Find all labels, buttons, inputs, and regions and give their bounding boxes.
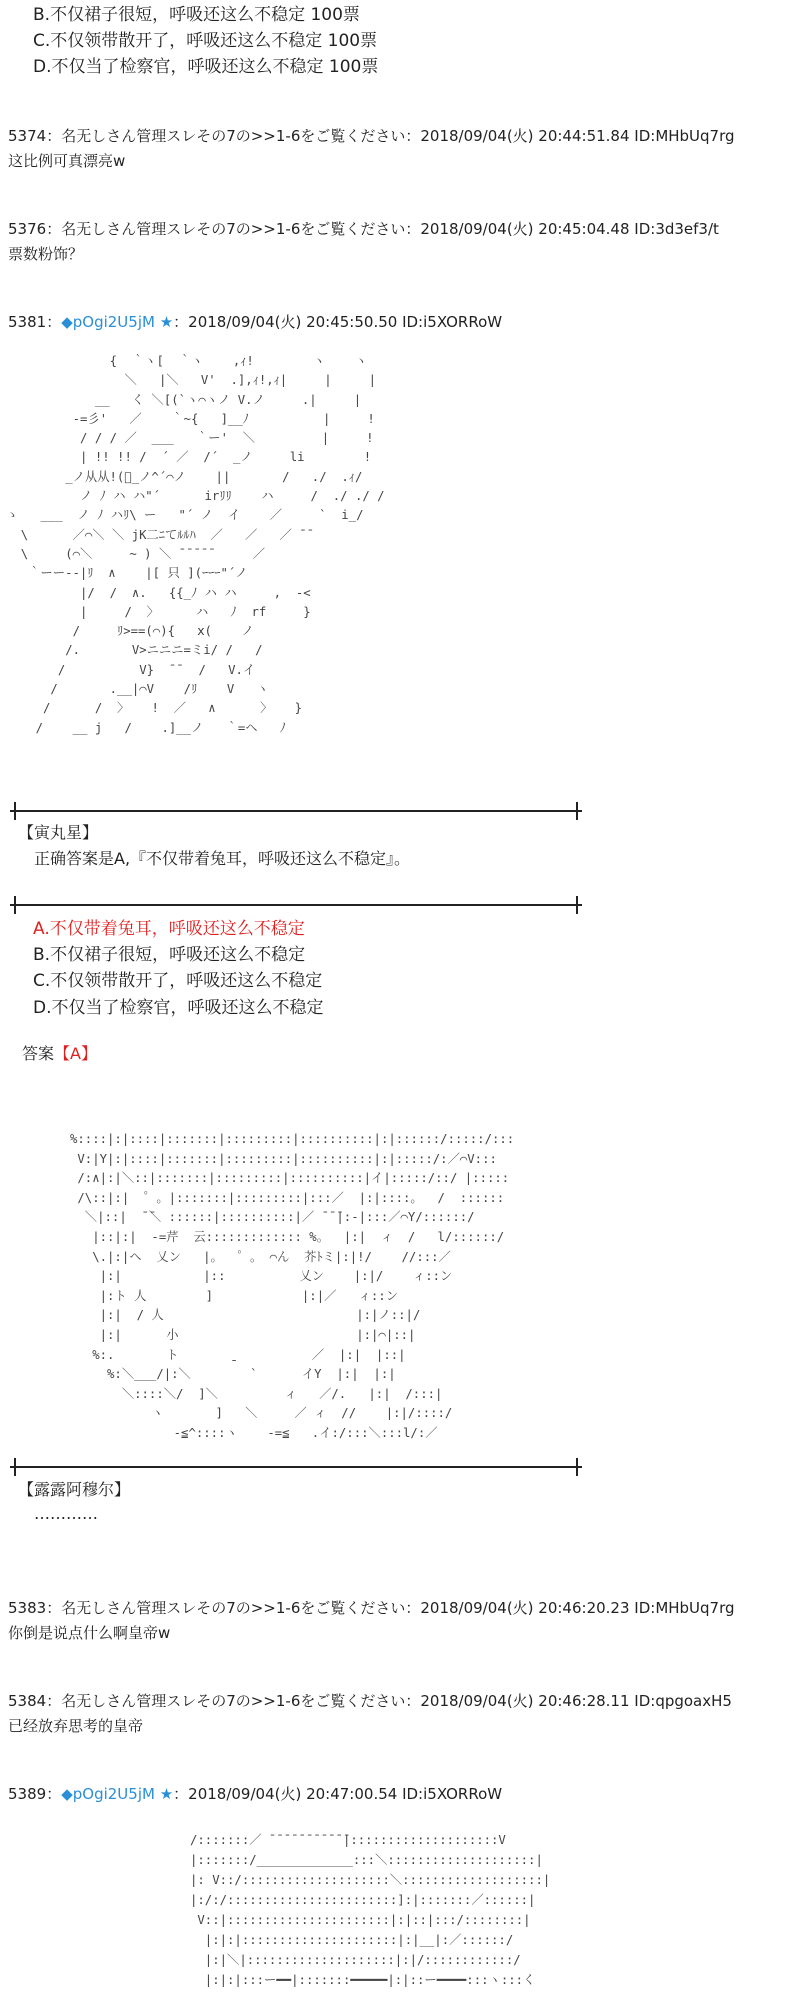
- ascii-art-line: ゝ ___ ノ ﾉ ハﾘ\ ー "´ ノ イ ／ ` i_/: [6, 508, 364, 523]
- separator: ：: [46, 313, 62, 331]
- divider: [10, 1466, 582, 1468]
- option-a: A.不仅带着兔耳，呼吸还这么不稳定: [33, 919, 305, 939]
- ascii-art-line: /. V>ニニニ=ミi/ / /: [6, 643, 263, 658]
- ascii-art-line: /:∧|:|＼::|:::::::|:::::::::|::::::::::|イ|:::::/::/ |:::::: [70, 1171, 510, 1186]
- ascii-art-line: |: V::/::::::::::::::::::::＼:::::::::::::::::::|: [190, 1873, 551, 1887]
- ascii-art-line: /\::|:| ゜。|:::::::|:::::::::|:::／ |:|::::。 / ::::::: [70, 1190, 505, 1205]
- ascii-art-line: |:|:|:::::::::::::::::::::|:|__|:／::::::/: [190, 1933, 514, 1947]
- post-meta: ：名无しさん管理スレその7の>>1-6をご覧ください：2018/09/04(火) 20:44:51.84 ID:MHbUq7rg: [46, 127, 735, 145]
- post-meta: ：名无しさん管理スレその7の>>1-6をご覧ください：2018/09/04(火) 20:45:04.48 ID:3d3ef3/t: [46, 220, 719, 238]
- post-body: 票数粉饰？: [8, 245, 84, 263]
- ascii-art-line: / V} ̄ ̄ / V.イ: [6, 662, 256, 677]
- post-meta: ：名无しさん管理スレその7の>>1-6をご覧ください：2018/09/04(火) 20:46:20.23 ID:MHbUq7rg: [46, 1599, 735, 1617]
- ascii-art-line: | / 〉 ハ ﾉ rf }: [6, 604, 311, 619]
- top-option-d: D.不仅当了检察官，呼吸还这么不稳定 100票: [33, 57, 379, 77]
- ascii-art-line: ｀ーー--|ﾘ ∧ |[ 只 ](ｰｰｰ"´ノ: [6, 566, 248, 581]
- ascii-art-line: / .__|⌒V /ﾘ V ヽ: [6, 682, 269, 697]
- dialogue-line: 正确答案是A,『不仅带着兔耳，呼吸还这么不稳定』。: [34, 849, 411, 868]
- ascii-art-line: -=彡' ／ ｀~{ ]__ﾉ | !: [6, 411, 375, 426]
- answer-line: [22, 1043, 97, 1065]
- ascii-art-line: |:| 小 |:|⌒|::|: [70, 1327, 416, 1342]
- post-header: [8, 1690, 732, 1712]
- post-header: [8, 1783, 502, 1805]
- answer-label: 答案: [22, 1044, 55, 1063]
- post-body: 这比例可真漂亮w: [8, 152, 126, 170]
- top-option-b: B.不仅裙子很短，呼吸还这么不稳定 100票: [33, 5, 360, 25]
- ascii-art-line: ＼|::| ̄ ̄＼ ::::::|::::::::::|／ ̄ ̄ ̄|:-|:::／⌒Y/::::::/: [70, 1210, 475, 1225]
- ascii-art-line: \ (⌒＼ ~ ) ＼ ̄ ̄ ̄ ̄ ̄ ／: [6, 546, 265, 561]
- post-number: 5384: [8, 1692, 47, 1710]
- post-number: 5381: [8, 313, 47, 331]
- ascii-art-line: %:. ト ˍ ／ |:| |::|: [70, 1347, 406, 1362]
- ascii-art-line: \ ／⌒＼ ＼ jK二ﾆてﾙﾙﾊ ／ ／ ／ ̄ ̄: [6, 527, 307, 542]
- answer-value: 【A】: [54, 1044, 97, 1063]
- ascii-art-line: %::::|:|::::|:::::::|:::::::::|::::::::::|:|::::::/:::::/:::: [70, 1132, 515, 1146]
- ascii-art-line: / __ j / .]__ノ ｀=ヘ ﾉ: [6, 720, 286, 735]
- ascii-art-line: / / 〉 ! ／ ∧ 〉 }: [6, 701, 303, 716]
- trip-code[interactable]: ◆pOgi2U5jM ★: [61, 313, 174, 331]
- ascii-art-line: / / / ／ ___ ｀ー' ＼ | !: [6, 431, 374, 446]
- option-c: C.不仅领带散开了，呼吸还这么不稳定: [33, 971, 323, 991]
- ascii-art-lulu: [70, 1130, 514, 1444]
- post-header: [8, 311, 502, 333]
- post-header: [8, 125, 735, 147]
- post-number: 5389: [8, 1785, 47, 1803]
- ascii-art-line: ノ ﾉ ハ ハ"´ irﾘﾘ ハ / ./ ./ /: [6, 489, 385, 504]
- ascii-art-line: |:::::::/_____________:::＼::::::::::::::::::::|: [190, 1853, 543, 1867]
- ascii-art-shou: [6, 352, 385, 738]
- post-header: [8, 1597, 735, 1619]
- ascii-art-line: _ノ从从!(ぶ̲ノ^´⌒ノ || / ./ .ｨ/: [6, 469, 363, 484]
- post-meta: ：2018/09/04(火) 20:47:00.54 ID:i5XORRoW: [173, 1785, 503, 1803]
- option-b: B.不仅裙子很短，呼吸还这么不稳定: [33, 945, 306, 965]
- ascii-art-line: \.|:|ヘ 乂ン |。 ゜。 ⌒ん 芥ﾄミ|:|!/ //:::／: [70, 1249, 451, 1264]
- ascii-art-line: V::|::::::::::::::::::::::|:|::|:::/::::::::|: [190, 1913, 531, 1927]
- post-meta: ：2018/09/04(火) 20:45:50.50 ID:i5XORRoW: [173, 313, 503, 331]
- separator: ：: [46, 1785, 62, 1803]
- post-number: 5376: [8, 220, 47, 238]
- ascii-art-line: |:|:|:::ー━━|:::::::━━━━━|:|::ー━━━━:::ヽ:::く: [190, 1973, 536, 1987]
- dialogue-line: …………: [34, 1504, 98, 1523]
- post-number: 5383: [8, 1599, 47, 1617]
- ascii-art-line: ＼::::＼/ ]＼ ィ ／/. |:| /:::|: [70, 1386, 443, 1401]
- ascii-art-line: ヽ ] ＼ ／ ィ // |:|/::::/: [70, 1406, 453, 1421]
- speaker-name: 【寅丸星】: [18, 823, 99, 842]
- ascii-art-line: |:| / 人 |:|ノ::|/: [70, 1308, 421, 1323]
- option-d: D.不仅当了检察官，呼吸还这么不稳定: [33, 998, 324, 1018]
- ascii-art-line: |:/:/:::::::::::::::::::::::]:|:::::::／::::::|: [190, 1893, 536, 1907]
- ascii-art-line: |::|:| -=芹 云::::::::::::: %。 |:| ィ / l/::::::/: [70, 1229, 505, 1244]
- ascii-art-partial: [190, 1830, 550, 1990]
- ascii-art-line: ＼ |＼ V' .],ｨ!,ｨ| | |: [6, 373, 377, 388]
- post-body: 你倒是说点什么啊皇帝w: [8, 1624, 171, 1642]
- ascii-art-line: V:|Y|:|::::|:::::::|:::::::::|::::::::::|:|:::::/:／⌒V:::: [70, 1151, 497, 1166]
- ascii-art-line: | !! !! / ´ ／ /´ _ノ li !: [6, 450, 372, 465]
- ascii-art-line: __ く ＼[(`ヽ⌒ヽノ V.ノ .| |: [6, 392, 362, 407]
- ascii-art-line: %:＼___/|:＼ ` イY |:| |:|: [70, 1367, 396, 1382]
- speaker-name: 【露露阿穆尔】: [18, 1480, 131, 1499]
- post-number: 5374: [8, 127, 47, 145]
- ascii-art-line: |:|＼|::::::::::::::::::::|:|/::::::::::::/: [190, 1953, 521, 1967]
- ascii-art-line: -≦^::::ヽ -=≦ .イ:/:::＼:::l/:／: [70, 1425, 438, 1440]
- post-body: 已经放弃思考的皇帝: [8, 1717, 144, 1735]
- top-option-c: C.不仅领带散开了，呼吸还这么不稳定 100票: [33, 31, 378, 51]
- ascii-art-line: /:::::::／ ̄ ̄ ̄ ̄ ̄ ̄ ̄ ̄ ̄ ̄ ̄|::::::::::::::::::::V: [190, 1833, 506, 1847]
- divider: [10, 904, 582, 906]
- ascii-art-line: / ﾘ>==(⌒){ ⅹ( ノ: [6, 624, 254, 639]
- ascii-art-line: { ｀ヽ[ ｀ヽ ,ｨ! ヽ ヽ: [6, 354, 368, 368]
- post-meta: ：名无しさん管理スレその7の>>1-6をご覧ください：2018/09/04(火) 20:46:28.11 ID:qpgoaxH5: [46, 1692, 732, 1710]
- post-header: [8, 218, 719, 240]
- ascii-art-line: |:ト 人 ] |:|／ ィ::ン: [70, 1288, 399, 1303]
- trip-code[interactable]: ◆pOgi2U5jM ★: [61, 1785, 174, 1803]
- ascii-art-line: |/ / ∧. {{_ﾉ ハ ハ , -<: [6, 585, 311, 600]
- ascii-art-line: |:| |:: 乂ン |:|/ ィ::ン: [70, 1269, 453, 1284]
- divider: [10, 810, 582, 812]
